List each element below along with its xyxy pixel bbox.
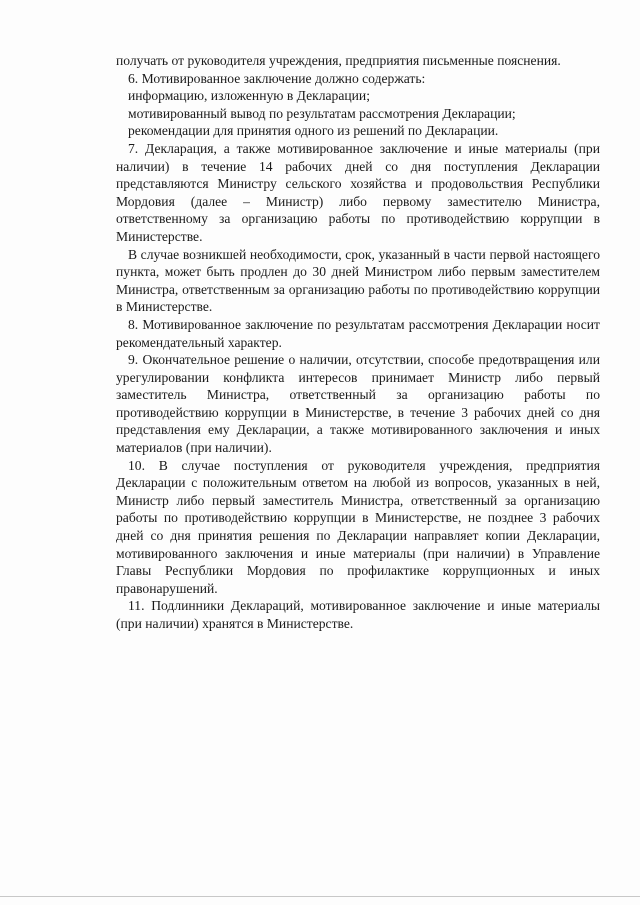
paragraph-continuation: получать от руководителя учреждения, предприятия письменные пояснения. (116, 53, 561, 68)
paragraph-item-6-point-3: рекомендации для принятия одного из решений по Декларации. (128, 123, 499, 139)
paragraph-item-10: 10. В случае поступления от руководителя учреждения, предприятия Декларации с положительным ответом на любой из вопросов, указанных в ней, Министр либо первый заместитель Министра, ответственный за организацию работы по противодействию коррупции в Министерстве, не позднее 3 рабочих дней со дня принятия решения по Декларации направляет копии Декларации, мотивированного заключения и иные материалы (при наличии) в Управление Главы Республики Мордовия по профилактике коррупционных и иных правонарушений. (116, 457, 600, 596)
paragraph-item-8: 8. Мотивированное заключение по результатам рассмотрения Декларации носит рекомендательный характер. (116, 316, 600, 350)
paragraph-item-6-point-2: мотивированный вывод по результатам рассмотрения Декларации; (128, 105, 516, 121)
paragraph-item-6-point-1: информацию, изложенную в Декларации; (128, 88, 370, 104)
paragraph-item-11: 11. Подлинники Деклараций, мотивированное заключение и иные материалы (при наличии) хранятся в Министерстве. (116, 598, 600, 631)
paragraph-item-7: 7. Декларация, а также мотивированное заключение и иные материалы (при наличии) в течение 14 рабочих дней со дня поступления Декларации представляются Министру сельского хозяйства и продовольствия Республики Мордовия (далее – Министр) либо первому заместителю Министра, ответственному за организацию работы по противодействию коррупции в Министерстве. (116, 140, 600, 244)
paragraph-item-6: 6. Мотивированное заключение должно содержать: (128, 70, 426, 86)
paragraph-item-7-part-2: В случае возникшей необходимости, срок, указанный в части первой настоящего пункта, может быть продлен до 30 дней Министром либо первым заместителем Министра, ответственным за организацию работы по противодействию коррупции в Министерстве. (116, 246, 600, 315)
paragraph-item-9: 9. Окончательное решение о наличии, отсутствии, способе предотвращения или урегулировании конфликта интересов принимает Министр либо первый заместитель Министра, ответственный за организацию работы по противодействию коррупции в Министерстве, в течение 3 рабочих дней со дня представления ему Декларации, а также мотивированного заключения и иных материалов (при наличии). (116, 352, 600, 456)
page-bottom-edge (0, 896, 640, 897)
document-body (116, 52, 600, 633)
